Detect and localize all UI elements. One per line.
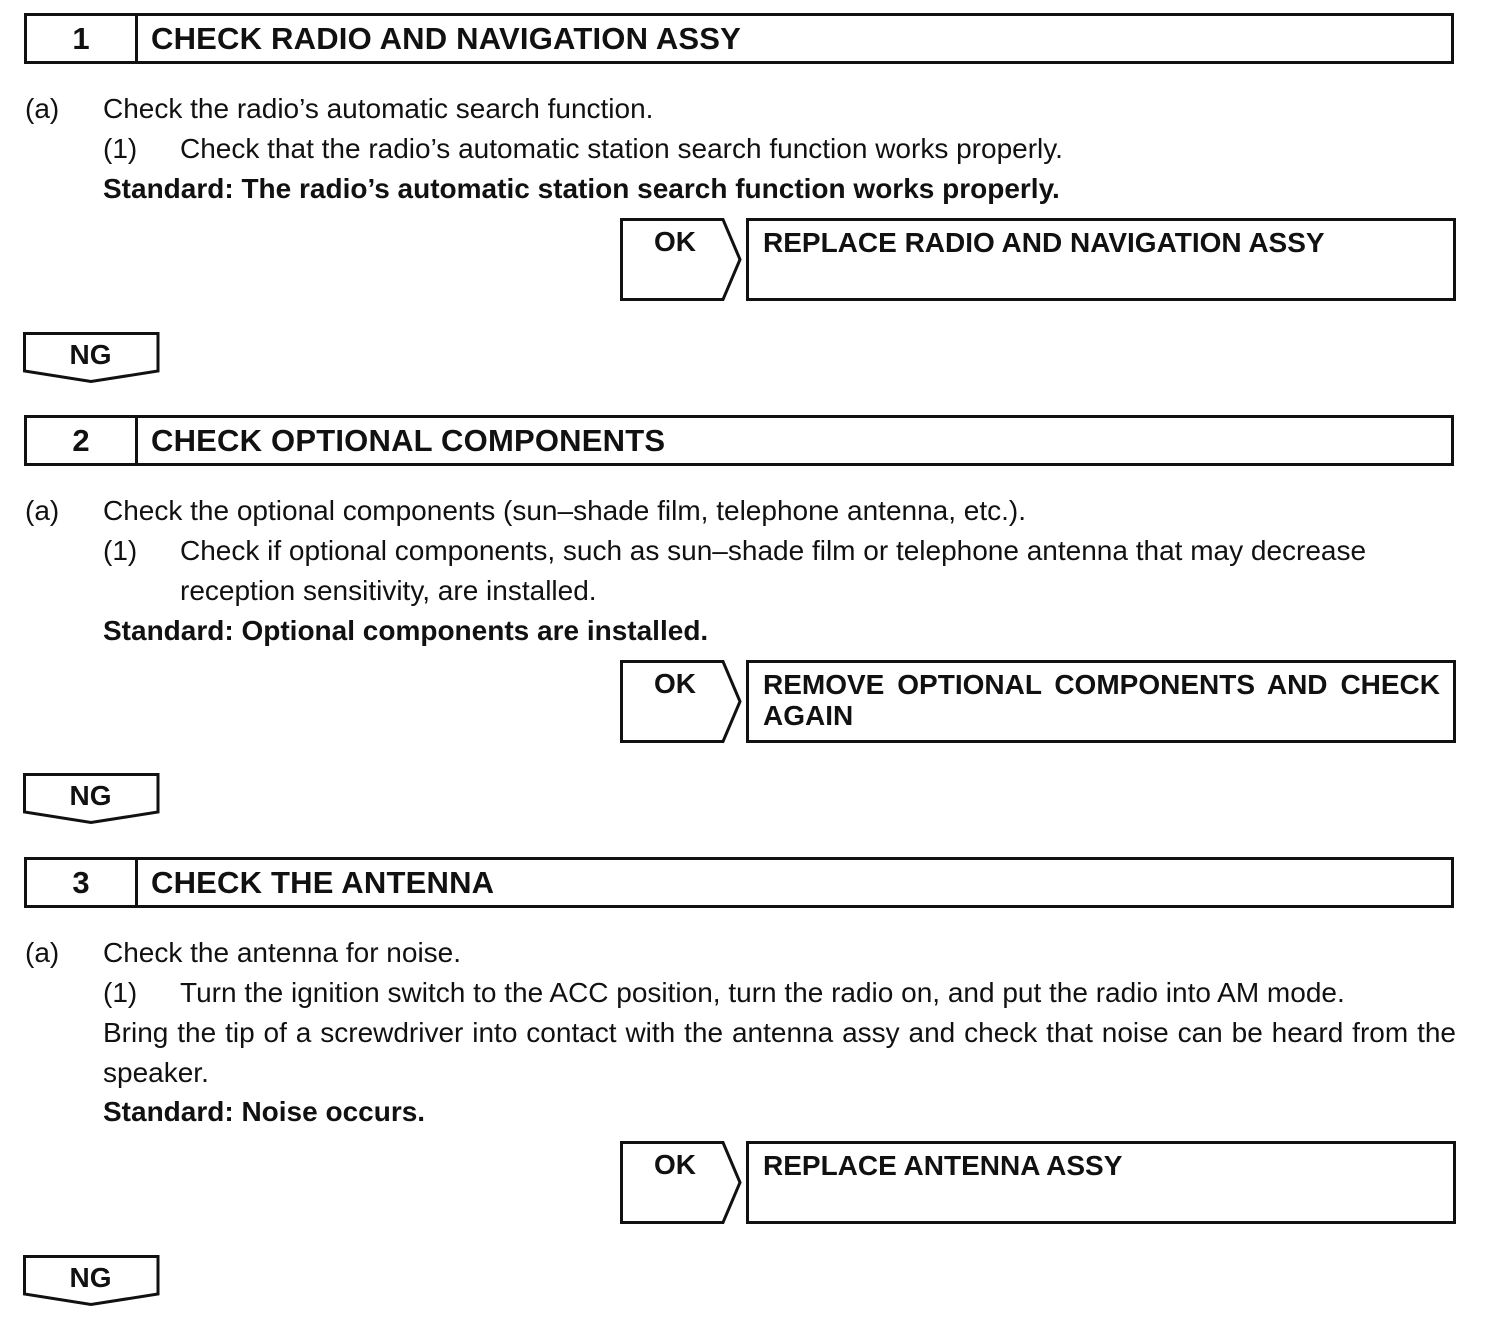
step-3-ok-action: REPLACE ANTENNA ASSY xyxy=(746,1141,1456,1224)
step-3-ok-tag xyxy=(620,1141,742,1224)
step-1-ok-tag xyxy=(620,218,742,301)
step-3-item-text: Turn the ignition switch to the ACC position, turn the radio on, and put the radio into AM mode. xyxy=(180,977,1345,1008)
step-3-title: CHECK THE ANTENNA xyxy=(151,864,495,900)
step-3-item-text-cont: Bring the tip of a screwdriver into contact with the antenna assy and check that noise can be heard from the speaker. xyxy=(103,1017,1456,1088)
step-1-header xyxy=(24,13,1454,64)
step-2-item-text-cont: reception sensitivity, are installed. xyxy=(180,575,597,606)
step-1-title: CHECK RADIO AND NAVIGATION ASSY xyxy=(151,20,742,56)
step-1-standard: Standard: The radio’s automatic station search function works properly. xyxy=(103,173,1060,204)
step-2-title: CHECK OPTIONAL COMPONENTS xyxy=(151,422,666,458)
step-1-item-text: Check that the radio’s automatic station search function works properly. xyxy=(180,133,1063,164)
step-1-number: 1 xyxy=(27,16,138,61)
step-1-sub-a-text: Check the radio’s automatic search function. xyxy=(103,93,654,124)
step-1-item-marker: (1) xyxy=(103,133,138,164)
step-3-ng-label: NG xyxy=(69,1262,112,1293)
step-1-ok-action: REPLACE RADIO AND NAVIGATION ASSY xyxy=(746,218,1456,301)
step-3-sub-a-marker: (a) xyxy=(25,937,60,968)
step-2-header xyxy=(24,415,1454,466)
step-2-ok-action: REMOVE OPTIONAL COMPONENTS AND CHECK AGAIN xyxy=(746,660,1456,743)
step-1-ng-tag xyxy=(23,332,160,384)
step-2-ok-tag xyxy=(620,660,742,743)
step-3-sub-a-text: Check the antenna for noise. xyxy=(103,937,462,968)
step-2-ok-label: OK xyxy=(654,668,696,699)
step-3-header xyxy=(24,857,1454,908)
step-1-sub-a-marker: (a) xyxy=(25,93,60,124)
step-2-ng-tag xyxy=(23,773,160,825)
step-3-ng-tag xyxy=(23,1255,160,1307)
step-2-sub-a-text: Check the optional components (sun–shade film, telephone antenna, etc.). xyxy=(103,495,1027,526)
step-3-ok-label: OK xyxy=(654,1149,696,1180)
step-1-ok-label: OK xyxy=(654,226,696,257)
step-2-item-marker: (1) xyxy=(103,535,138,566)
step-3-item-marker: (1) xyxy=(103,977,138,1008)
step-1-ng-label: NG xyxy=(69,339,112,370)
step-3-standard: Standard: Noise occurs. xyxy=(103,1096,426,1127)
step-2-number: 2 xyxy=(27,418,138,463)
step-2-sub-a-marker: (a) xyxy=(25,495,60,526)
step-3-number: 3 xyxy=(27,860,138,905)
step-2-ng-label: NG xyxy=(69,780,112,811)
step-2-item-text: Check if optional components, such as sun–shade film or telephone antenna that may decrease xyxy=(180,535,1367,566)
step-2-standard: Standard: Optional components are installed. xyxy=(103,615,709,646)
